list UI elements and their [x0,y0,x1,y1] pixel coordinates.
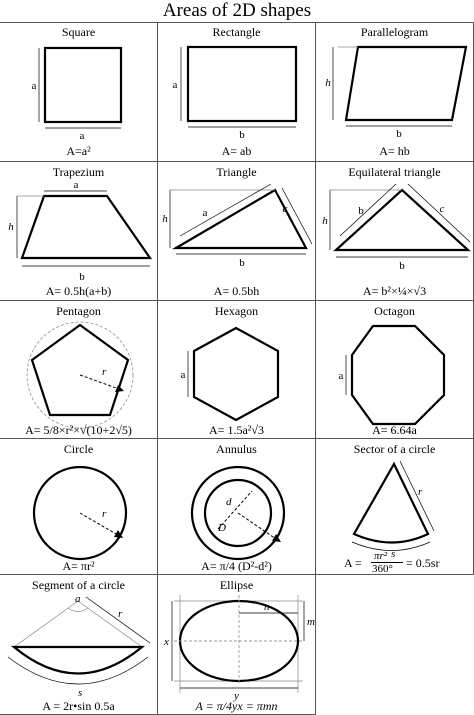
cell-title: Ellipse [219,578,254,592]
annulus-outer-label: D [218,522,226,534]
sector-formula [316,551,473,573]
segment-angle-label: a [75,593,81,605]
cell-trapezium [0,162,158,301]
cell-annulus [158,439,316,575]
sector-arc-label: s [391,548,396,560]
cell-pentagon [0,301,158,439]
trapezium-top-label: a [73,179,79,191]
sector-radius-label: r [418,486,423,498]
rectangle-shape [188,47,296,121]
cell-title: Hexagon [214,304,259,318]
trapezium-side-label: h [8,221,14,233]
trapezium-shape [22,196,150,258]
equilateral-diagram [316,162,474,301]
segment-diagram [0,575,158,715]
cell-octagon [316,301,474,439]
cell-title: Trapezium [52,165,105,179]
ellipse-x-label: x [164,636,169,648]
arrow-head-icon [272,534,281,542]
equilateral-left-label: b [358,205,364,217]
annulus-diagram [158,439,316,575]
ellipse-formula: A = π/4yx = πmn [195,699,278,713]
triangle-bottom-label: b [239,257,245,269]
annulus-inner-label: d [226,496,232,508]
square-bottom-label: a [79,130,85,142]
circle-radius-label: r [102,508,107,520]
annulus-formula: A= π/4 (D²-d²) [201,559,272,573]
ellipse-diagram [158,575,316,715]
sector-formula-suffix: = 0.5sr [406,556,440,570]
cell-sector [316,439,474,575]
rectangle-bottom-label: b [239,129,245,141]
hexagon-diagram [158,301,316,439]
parallelogram-formula: A= hb [379,144,410,158]
equilateral-right-label: c [439,203,445,215]
segment-radius-label: r [118,608,123,620]
cell-title: Sector of a circle [353,442,436,456]
cell-title: Annulus [216,442,257,456]
cell-segment [0,575,158,715]
triangle-left-label: a [202,207,208,219]
parallelogram-side-label: h [325,77,331,89]
octagon-diagram [316,301,474,439]
ellipse-y-label: y [234,690,239,702]
cell-parallelogram [316,22,474,162]
octagon-formula: A= 6.64a [372,423,417,437]
segment-formula: A = 2r•sin 0.5a [42,699,115,713]
parallelogram-bottom-label: b [396,128,402,140]
pentagon-shape [32,325,128,415]
square-formula: A=a² [66,144,91,158]
cell-circle [0,439,158,575]
triangle-diagram [158,162,316,301]
cell-equilateral [316,162,474,301]
parallelogram-diagram [316,22,474,162]
cell-title: Segment of a circle [32,578,125,592]
sector-formula-denominator: 360° [372,563,393,575]
cell-title: Square [61,25,96,39]
trapezium-formula: A= 0.5h(a+b) [45,284,112,298]
shapes-grid [0,22,474,715]
square-shape [45,48,121,122]
pentagon-radius-label: r [102,366,107,378]
cell-rectangle [158,22,316,162]
triangle-height-label: h [162,213,168,225]
octagon-side-label: a [338,370,344,382]
square-diagram [0,22,158,162]
equilateral-formula: A= b²×¼×√3 [362,284,427,298]
triangle-shape [176,190,306,248]
cell-title: Circle [63,442,94,456]
cell-title: Octagon [374,304,415,318]
cell-title: Rectangle [212,25,261,39]
trapezium-diagram [0,162,158,301]
hexagon-shape [194,328,278,420]
rectangle-side-label: a [172,79,178,91]
ellipse-n-label: n [264,601,270,613]
cell-title: Triangle [216,165,257,179]
triangle-right-label: c [282,203,288,215]
ellipse-m-label: m [307,616,315,628]
triangle-formula: A= 0.5bh [213,284,260,298]
sector-shape [354,464,428,543]
trapezium-bottom-label: b [79,271,85,283]
square-side-label: a [31,80,37,92]
rectangle-diagram [158,22,316,162]
circle-diagram [0,439,158,575]
hexagon-side-label: a [180,369,186,381]
parallelogram-shape [346,47,466,120]
hexagon-formula: A= 1.5a²√3 [209,423,264,437]
segment-shape [14,647,142,674]
octagon-shape [352,326,444,424]
equilateral-shape [336,190,468,250]
cell-empty [316,575,474,715]
equilateral-height-label: h [322,215,328,227]
equilateral-bottom-label: b [399,260,405,272]
cell-title: Equilateral triangle [348,165,441,179]
cell-title: Pentagon [56,304,101,318]
pentagon-formula: A= 5/8×r²×√(10+2√5) [25,423,132,437]
cell-hexagon [158,301,316,439]
cell-title: Parallelogram [360,25,429,39]
sector-formula-prefix: A = [344,556,362,570]
page-title: Areas of 2D shapes [162,0,312,21]
cell-square [0,22,158,162]
rectangle-formula: A= ab [221,144,252,158]
sector-formula-numerator: πr² [374,550,388,562]
cell-ellipse [158,575,316,715]
pentagon-diagram [0,301,158,439]
circle-formula: A= πr² [62,559,95,573]
cell-triangle [158,162,316,301]
segment-arc-label: s [78,687,83,699]
